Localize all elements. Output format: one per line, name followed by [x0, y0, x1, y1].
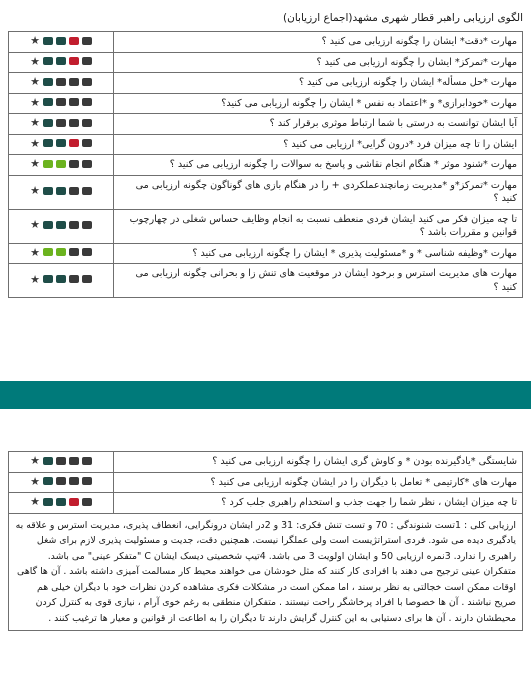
thumb-down-icon [69, 37, 79, 45]
thumb-down-icon [69, 78, 79, 86]
thumb-down-icon [82, 160, 92, 168]
star-icon: ★ [30, 75, 40, 88]
star-icon: ★ [30, 272, 40, 286]
rating-icons [30, 496, 92, 507]
question-row [9, 452, 523, 473]
thumb-down-icon [82, 498, 92, 506]
thumb-up-icon [43, 187, 53, 195]
rating-cell [9, 264, 114, 298]
rating-icons [30, 476, 92, 487]
rating-icons [30, 158, 92, 169]
thumb-up-icon [56, 98, 66, 106]
thumb-down-icon [82, 98, 92, 106]
question-row [9, 114, 523, 135]
thumb-down-icon [69, 160, 79, 168]
rating-icons [30, 274, 92, 285]
star-icon: ★ [30, 474, 40, 488]
question-row [9, 155, 523, 176]
question-row [9, 32, 523, 53]
thumb-up-icon [56, 37, 66, 45]
thumb-down-icon [82, 221, 92, 229]
question-row [9, 134, 523, 155]
star-icon: ★ [30, 116, 40, 129]
rating-cell [9, 52, 114, 73]
star-icon: ★ [30, 95, 40, 109]
thumb-down-icon [69, 57, 79, 65]
rating-cell [9, 93, 114, 114]
rating-icons [30, 56, 92, 67]
thumb-down-icon [69, 275, 79, 283]
rating-cell [9, 452, 114, 473]
question-text: مهارت *حل مسأله* ایشان را چگونه ارزیابی می کنید ؟ [114, 73, 523, 94]
thumb-up-icon [43, 160, 53, 168]
thumb-down-icon [69, 98, 79, 106]
question-text: مهارت *وظیفه شناسی * و *مسئولیت پذیری * ایشان را چگونه ارزیابی می کنید ؟ [114, 243, 523, 264]
question-row [9, 175, 523, 209]
thumb-down-icon [82, 139, 92, 147]
rating-icons [30, 138, 92, 149]
question-text: مهارت *تمرکز* ایشان را چگونه ارزیابی می کنید ؟ [114, 52, 523, 73]
question-text: مهارت های *کارتیمی * تعامل با دیگران را در ایشان چگونه ارزیابی می کنید ؟ [114, 472, 523, 493]
thumb-down-icon [82, 37, 92, 45]
thumb-up-icon [56, 498, 66, 506]
rating-icons [30, 219, 92, 230]
question-text: مهارت *دقت* ایشان را چگونه ارزیابی می کنید ؟ [114, 32, 523, 53]
rating-cell [9, 209, 114, 243]
star-icon: ★ [30, 136, 40, 150]
thumb-up-icon [56, 119, 66, 127]
star-icon: ★ [30, 54, 40, 68]
rating-icons [30, 185, 92, 196]
thumb-up-icon [43, 248, 53, 256]
star-icon: ★ [30, 495, 40, 508]
rating-cell [9, 472, 114, 493]
star-icon: ★ [30, 184, 40, 198]
rating-icons [30, 76, 92, 87]
rating-icons [30, 247, 92, 258]
rating-cell [9, 493, 114, 514]
thumb-down-icon [69, 221, 79, 229]
rating-cell [9, 114, 114, 135]
thumb-down-icon [82, 248, 92, 256]
overall-evaluation-text: ارزیابی کلی : 1تست شنوندگی : 70 و تست تنش فکری: 31 و 2در ایشان درونگرایی، انعطاف پذیری، مدیریت استرس و علاقه به یادگیری دیده می شود. فردی استراتژیست است ولی عملگرا نیست. همچنین دقت، جدیت و مسئولیت پذیری لازم برای شغل راهبری را ندارد. 3نمره ارزیابی 50 و ایشان اولویت 3 می باشد. 4تیپ شخصیتی دیسک ایشان C "متفکر عینی" می باشد. متفکران عینی ترجیح می دهند با افرادی کار کنند که مثل خودشان می خواهند محیط کار مسالمت آمیزی داشته باشد . آن ها گاهی اوقات ممکن است خجالتی به نظر برسند ، اما ممکن است در مشکلات فکری مشاهده کردن نظرات خود با دیگران خیلی هم صریح نباشند . آن ها خصوصا با افراد پرخاشگر راحت نیستند . متفکران منطقی به رغم خوی آرام ، نیازی قوی به کنترل کردن محیطشان دارند . آن ها برای دستیابی به این کنترل گرایش دارند تا دیگران را به اطاعت از قوانین و معیار ها ترغیب کنند . [9, 513, 523, 631]
thumb-down-icon [69, 119, 79, 127]
summary-row [9, 513, 523, 631]
thumb-up-icon [43, 37, 53, 45]
star-icon: ★ [30, 218, 40, 232]
rating-icons [30, 455, 92, 466]
question-row [9, 209, 523, 243]
thumb-up-icon [56, 477, 66, 485]
question-row [9, 52, 523, 73]
thumb-up-icon [56, 457, 66, 465]
evaluation-table-2 [8, 451, 523, 631]
thumb-down-icon [82, 187, 92, 195]
question-row [9, 472, 523, 493]
thumb-up-icon [43, 119, 53, 127]
rating-icons [30, 117, 92, 128]
thumb-up-icon [43, 57, 53, 65]
question-text: شایستگی *یادگیرنده بودن * و کاوش گری ایشان را چگونه ارزیابی می کنید ؟ [114, 452, 523, 473]
thumb-down-icon [69, 477, 79, 485]
rating-icons [30, 35, 92, 46]
thumb-down-icon [69, 457, 79, 465]
thumb-up-icon [56, 221, 66, 229]
rating-cell [9, 73, 114, 94]
question-text: ایشان را تا چه میزان فرد *درون گرایی* ارزیابی می کنید ؟ [114, 134, 523, 155]
thumb-down-icon [82, 119, 92, 127]
question-row [9, 264, 523, 298]
thumb-up-icon [43, 477, 53, 485]
thumb-up-icon [56, 248, 66, 256]
rating-cell [9, 243, 114, 264]
thumb-up-icon [43, 78, 53, 86]
page-title: الگوی ارزیابی راهبر قطار شهری مشهد(اجماع ارزیابان) [283, 12, 523, 24]
thumb-down-icon [82, 477, 92, 485]
star-icon: ★ [30, 34, 40, 47]
thumb-up-icon [56, 139, 66, 147]
rating-cell [9, 134, 114, 155]
thumb-down-icon [69, 139, 79, 147]
rating-icons [30, 97, 92, 108]
evaluation-table-1 [8, 31, 523, 298]
thumb-up-icon [43, 221, 53, 229]
question-row [9, 73, 523, 94]
question-text: تا چه میزان ایشان ، نظر شما را جهت جذب و استخدام راهبری جلب کرد ؟ [114, 493, 523, 514]
thumb-up-icon [43, 498, 53, 506]
thumb-up-icon [56, 275, 66, 283]
thumb-up-icon [56, 160, 66, 168]
thumb-up-icon [43, 139, 53, 147]
star-icon: ★ [30, 157, 40, 170]
thumb-up-icon [43, 457, 53, 465]
thumb-up-icon [43, 275, 53, 283]
question-text: مهارت *خودابرازی* و *اعتماد به نفس * ایشان را چگونه ارزیابی می کنید؟ [114, 93, 523, 114]
rating-cell [9, 175, 114, 209]
rating-cell [9, 155, 114, 176]
star-icon: ★ [30, 245, 40, 259]
question-row [9, 93, 523, 114]
thumb-up-icon [56, 78, 66, 86]
thumb-down-icon [82, 78, 92, 86]
question-row [9, 493, 523, 514]
thumb-down-icon [69, 187, 79, 195]
question-row [9, 243, 523, 264]
thumb-down-icon [82, 457, 92, 465]
thumb-up-icon [56, 57, 66, 65]
thumb-up-icon [56, 187, 66, 195]
question-text: تا چه میزان فکر می کنید ایشان فردی منعطف نسبت به انجام وظایف حساس شغلی در چهارچوب قوانین و مقررات باشد ؟ [114, 209, 523, 243]
question-text: آیا ایشان توانست به درستی با شما ارتباط موثری برقرار کند ؟ [114, 114, 523, 135]
thumb-down-icon [82, 275, 92, 283]
thumb-up-icon [43, 98, 53, 106]
rating-cell [9, 32, 114, 53]
question-text: مهارت *شنود موثر * هنگام انجام نقاشی و پاسخ به سوالات را چگونه ارزیابی می کنید ؟ [114, 155, 523, 176]
thumb-down-icon [69, 248, 79, 256]
section-divider-band [0, 381, 531, 409]
thumb-down-icon [82, 57, 92, 65]
question-text: مهارت *تمرکز*و *مدیریت زمانچندعملکردی + را در هنگام بازی های گوناگون چگونه ارزیابی می کنید ؟ [114, 175, 523, 209]
question-text: مهارت های مدیریت استرس و برخود ایشان در موقعیت های تنش زا و بحرانی چگونه ارزیابی می کنید ؟ [114, 264, 523, 298]
thumb-down-icon [69, 498, 79, 506]
star-icon: ★ [30, 454, 40, 467]
